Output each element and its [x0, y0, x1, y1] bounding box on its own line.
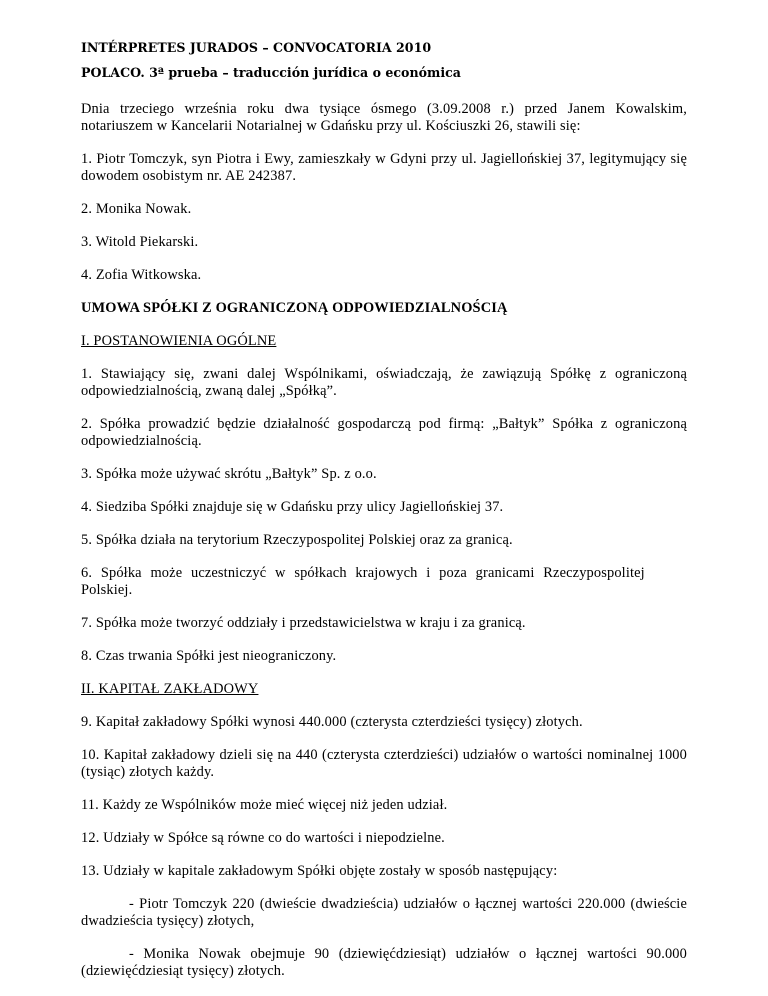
clause-1: 1. Stawiający się, zwani dalej Wspólnikami, oświadczają, że zawiązują Spółkę z ograniczoną odpowiedzialnością, zwaną dalej „Spółką”.	[81, 366, 687, 399]
exam-header: INTÉRPRETES JURADOS – CONVOCATORIA 2010	[81, 40, 432, 55]
party-3: 3. Witold Piekarski.	[81, 234, 199, 250]
clause-11: 11. Każdy ze Wspólników może mieć więcej niż jeden udział.	[81, 797, 448, 813]
share-allocation-1: - Piotr Tomczyk 220 (dwieście dwadzieścia) udziałów o łącznej wartości 220.000 (dwieście dwadzieścia tysięcy) złotych,	[81, 896, 687, 929]
clause-10: 10. Kapitał zakładowy dzieli się na 440 (czterysta czterdzieści) udziałów o wartości nominalnej 1000 (tysiąc) złotych każdy.	[81, 747, 687, 780]
clause-7: 7. Spółka może tworzyć oddziały i przedstawicielstwa w kraju i za granicą.	[81, 615, 526, 631]
clause-5: 5. Spółka działa na terytorium Rzeczypospolitej Polskiej oraz za granicą.	[81, 532, 513, 548]
clause-12: 12. Udziały w Spółce są równe co do wartości i niepodzielne.	[81, 830, 445, 846]
party-4: 4. Zofia Witkowska.	[81, 267, 202, 283]
clause-9: 9. Kapitał zakładowy Spółki wynosi 440.000 (czterysta czterdzieści tysięcy) złotych.	[81, 714, 583, 730]
exam-subheader: POLACO. 3ª prueba – traducción jurídica o económica	[81, 65, 461, 80]
document-title: UMOWA SPÓŁKI Z OGRANICZONĄ ODPOWIEDZIALNOŚCIĄ	[81, 300, 508, 316]
section-heading-capital: II. KAPITAŁ ZAKŁADOWY	[81, 681, 259, 697]
clause-6: 6. Spółka może uczestniczyć w spółkach krajowych i poza granicami Rzeczypospolitej Polskiej.	[81, 565, 645, 598]
party-1: 1. Piotr Tomczyk, syn Piotra i Ewy, zamieszkały w Gdyni przy ul. Jagiellońskiej 37, legitymujący się dowodem osobistym nr. AE 242387.	[81, 151, 687, 184]
clause-3: 3. Spółka może używać skrótu „Bałtyk” Sp. z o.o.	[81, 466, 377, 482]
document-page	[81, 40, 687, 996]
clause-13: 13. Udziały w kapitale zakładowym Spółki objęte zostały w sposób następujący:	[81, 863, 558, 879]
clause-8: 8. Czas trwania Spółki jest nieograniczony.	[81, 648, 337, 664]
party-2: 2. Monika Nowak.	[81, 201, 192, 217]
section-heading-general: I. POSTANOWIENIA OGÓLNE	[81, 333, 277, 349]
share-allocation-2: - Monika Nowak obejmuje 90 (dziewięćdziesiąt) udziałów o łącznej wartości 90.000 (dziewięćdziesiąt tysięcy) złotych.	[81, 946, 687, 979]
clause-2: 2. Spółka prowadzić będzie działalność gospodarczą pod firmą: „Bałtyk” Spółka z ograniczoną odpowiedzialnością.	[81, 416, 687, 449]
intro-paragraph: Dnia trzeciego września roku dwa tysiące ósmego (3.09.2008 r.) przed Janem Kowalskim, notariuszem w Kancelarii Notarialnej w Gdańsku przy ul. Kościuszki 26, stawili się:	[81, 101, 687, 134]
clause-4: 4. Siedziba Spółki znajduje się w Gdańsku przy ulicy Jagiellońskiej 37.	[81, 499, 504, 515]
